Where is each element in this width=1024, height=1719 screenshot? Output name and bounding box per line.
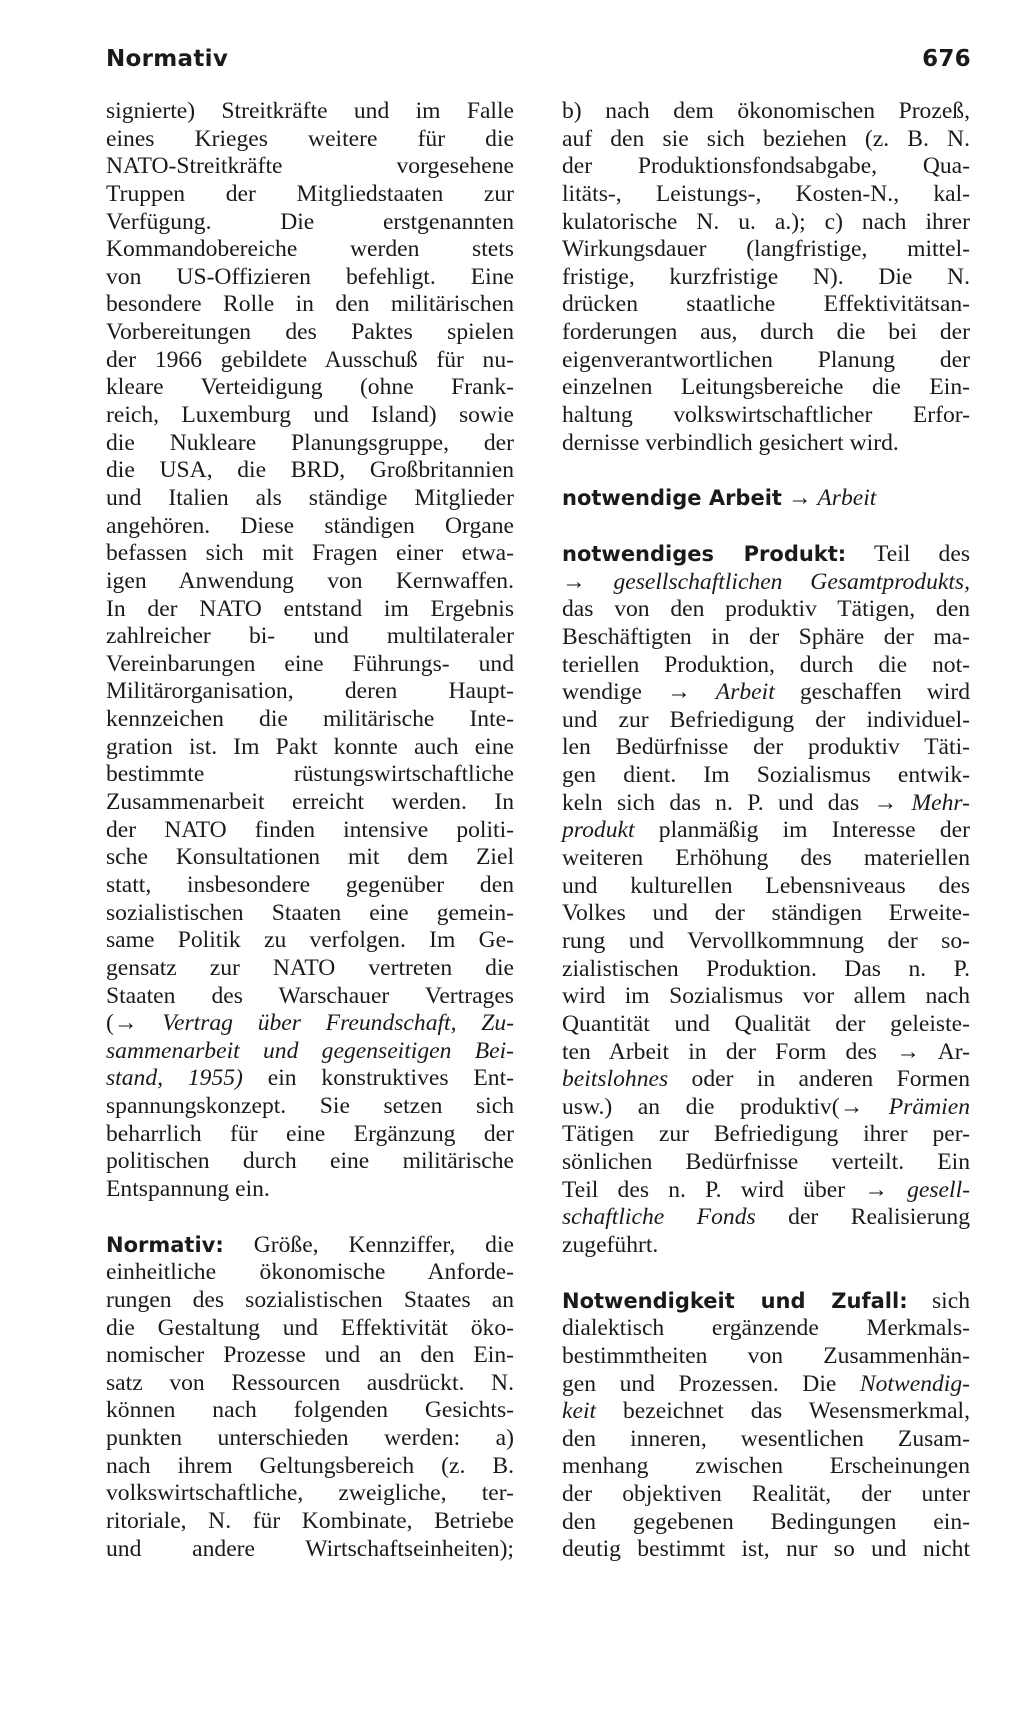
text-line: Vorbereitungen des Paktes spielen xyxy=(106,319,514,346)
text-line: Volkes und der ständigen Erweite- xyxy=(562,900,970,927)
text-line xyxy=(562,1177,970,1205)
text-line xyxy=(562,569,970,597)
cross-reference-arrow-icon: → xyxy=(562,568,614,595)
text-line: können nach folgenden Gesichts- xyxy=(106,1397,514,1424)
text-line: auf den sie sich beziehen (z. B. N. xyxy=(562,125,970,152)
text-line: NATO-Streitkräfte vorgesehene xyxy=(106,153,514,180)
text-line: spannungskonzept. Sie setzen sich xyxy=(106,1093,514,1120)
text-line: sche Konsultationen mit dem Ziel xyxy=(106,844,514,871)
text-line: eines Krieges weitere für die xyxy=(106,125,514,152)
left-column xyxy=(106,98,514,1563)
text-line: Kommandobereiche werden stets xyxy=(106,236,514,263)
running-head-title: Normativ xyxy=(106,46,229,72)
text-line: Tätigen zur Befriedigung ihrer per- xyxy=(562,1121,970,1148)
text-line: zugeführt. xyxy=(562,1231,659,1258)
text-line: sönlichen Bedürfnisse verteilt. Ein xyxy=(562,1149,970,1176)
line-text: gen und Prozessen. Die xyxy=(562,1370,860,1397)
text-line: politischen durch eine militärische xyxy=(106,1148,514,1175)
text-line: und andere Wirtschaftseinheiten); xyxy=(106,1535,514,1562)
text-line: litäts-, Leistungs-, Kosten-N., kal- xyxy=(562,180,970,207)
line-text: ( xyxy=(831,1093,840,1120)
cross-reference-arrow-icon: → xyxy=(839,1093,889,1120)
text-line: Staaten des Warschauer Vertrages xyxy=(106,982,514,1009)
paragraph-gap xyxy=(562,457,970,485)
text-line: same Politik zu verfolgen. Im Ge- xyxy=(106,927,514,954)
text-line: und Italien als ständige Mitglieder xyxy=(106,484,514,511)
text-line: Entspannung ein. xyxy=(106,1175,270,1202)
cross-reference: keit xyxy=(562,1398,597,1425)
line-text: ein konstruktives Ent- xyxy=(242,1065,514,1092)
text-line: einzelnen Leitungsbereiche die Ein- xyxy=(562,374,970,401)
text-line: b) nach dem ökonomischen Prozeß, xyxy=(562,98,970,124)
cross-reference: Prämien xyxy=(888,1093,970,1120)
text-line: In der NATO entstand im Ergebnis xyxy=(106,595,514,622)
cross-reference: stand, 1955) xyxy=(106,1065,243,1092)
text-line: reich, Luxemburg und Island) sowie xyxy=(106,402,514,429)
cross-reference: Notwendig- xyxy=(859,1370,970,1397)
text-line xyxy=(562,1066,970,1094)
text-line: gen dient. Im Sozialismus entwik- xyxy=(562,762,970,789)
text-line: fristige, kurzfristige N). Die N. xyxy=(562,263,970,290)
text-line: volkswirtschaftliche, zweigliche, ter- xyxy=(106,1480,514,1507)
text-line xyxy=(562,1094,970,1122)
text-line: den gegebenen Bedingungen ein- xyxy=(562,1508,970,1535)
text-line: rungen des sozialistischen Staates an xyxy=(106,1286,514,1313)
text-line xyxy=(106,1038,514,1066)
cross-reference-arrow-icon: → xyxy=(873,789,912,816)
text-line: ritoriale, N. für Kombinate, Betriebe xyxy=(106,1508,514,1535)
text-line: Zusammenarbeit erreicht werden. In xyxy=(106,789,514,816)
text-line: gensatz zur NATO vertreten die xyxy=(106,954,514,981)
text-line: Beschäftigten in der Sphäre der ma- xyxy=(562,623,970,650)
line-text: usw.) an die produktiv xyxy=(562,1093,832,1120)
text-line xyxy=(106,1232,514,1260)
cross-reference: Vertrag über Freundschaft, Zu- xyxy=(162,1010,514,1037)
text-line xyxy=(562,817,970,845)
entry-headword: Normativ: xyxy=(106,1232,224,1257)
text-line: signierte) Streitkräfte und im Falle xyxy=(106,98,514,124)
text-line: angehören. Diese ständigen Organe xyxy=(106,512,514,539)
line-text: oder in anderen Formen xyxy=(668,1066,970,1093)
text-line: beharrlich für eine Ergänzung der xyxy=(106,1120,514,1147)
paragraph-gap xyxy=(562,1260,970,1288)
text-line: drücken staatliche Effektivitätsan- xyxy=(562,291,970,318)
text-line: haltung volkswirtschaftlicher Erfor- xyxy=(562,402,970,429)
text-line xyxy=(562,541,970,569)
text-line: nach ihrem Geltungsbereich (z. B. xyxy=(106,1452,514,1479)
text-line: Vereinbarungen eine Führungs- und xyxy=(106,650,514,677)
line-text: keln sich das n. P. und das xyxy=(562,789,874,816)
text-line: der Produktionsfondsabgabe, Qua- xyxy=(562,153,970,180)
text-line: dialektisch ergänzende Merkmals- xyxy=(562,1315,970,1342)
text-line: sozialistischen Staaten eine gemein- xyxy=(106,899,514,926)
text-line: len Bedürfnisse der produktiv Täti- xyxy=(562,734,970,761)
cross-reference-arrow-icon: → xyxy=(787,485,818,512)
text-line: teriellen Produktion, durch die not- xyxy=(562,651,970,678)
text-line: deutig bestimmt ist, nur so und nicht xyxy=(562,1536,970,1563)
text-line: Militärorganisation, deren Haupt- xyxy=(106,678,514,705)
text-line xyxy=(106,1010,514,1038)
cross-reference: Arbeit xyxy=(817,485,877,512)
line-text: wendige xyxy=(562,679,668,706)
text-line: Quantität und Qualität der geleiste- xyxy=(562,1010,970,1037)
text-line: nomischer Prozesse und an den Ein- xyxy=(106,1342,514,1369)
text-line: die Nukleare Planungsgruppe, der xyxy=(106,429,514,456)
text-line: zialistischen Produktion. Das n. P. xyxy=(562,955,970,982)
text-line: von US-Offizieren befehligt. Eine xyxy=(106,263,514,290)
text-line: der objektiven Realität, der unter xyxy=(562,1481,970,1508)
text-line: einheitliche ökonomische Anforde- xyxy=(106,1259,514,1286)
text-line: weiteren Erhöhung des materiellen xyxy=(562,845,970,872)
cross-reference-arrow-icon: → xyxy=(667,679,716,706)
text-line: und kulturellen Lebensniveaus des xyxy=(562,872,970,899)
cross-reference: gesell- xyxy=(907,1176,970,1203)
page-number: 676 xyxy=(922,46,971,72)
text-line: ten Arbeit in der Form des → Ar- xyxy=(562,1038,970,1065)
paragraph-gap xyxy=(106,1204,514,1232)
text-line xyxy=(562,790,970,818)
text-line xyxy=(562,485,970,513)
text-line: Wirkungsdauer (langfristige, mittel- xyxy=(562,236,970,263)
line-text: geschaffen wird xyxy=(774,679,971,706)
text-line xyxy=(562,1288,970,1316)
text-line: die USA, die BRD, Großbritannien xyxy=(106,457,514,484)
cross-reference: sammenarbeit und gegenseitigen Bei- xyxy=(106,1037,514,1064)
text-line xyxy=(562,1398,970,1426)
entry-headword: Notwendigkeit und Zufall: xyxy=(562,1288,908,1313)
text-line xyxy=(562,679,970,707)
text-line: gration ist. Im Pakt konnte auch eine xyxy=(106,733,514,760)
text-line: satz von Ressourcen ausdrückt. N. xyxy=(106,1369,514,1396)
text-line: den inneren, wesentlichen Zusam- xyxy=(562,1425,970,1452)
text-line: bestimmtheiten von Zusammenhän- xyxy=(562,1342,970,1369)
text-line: Verfügung. Die erstgenannten xyxy=(106,208,514,235)
text-line: kennzeichen die militärische Inte- xyxy=(106,706,514,733)
line-text: ( xyxy=(106,1010,114,1037)
right-column xyxy=(562,98,970,1564)
text-line: forderungen aus, durch die bei der xyxy=(562,319,970,346)
text-line: statt, insbesondere gegenüber den xyxy=(106,871,514,898)
line-text: bezeichnet das Wesensmerkmal, xyxy=(596,1398,970,1425)
text-line: der NATO finden intensive politi- xyxy=(106,816,514,843)
text-line: igen Anwendung von Kernwaffen. xyxy=(106,567,514,594)
text-line: bestimmte rüstungswirtschaftliche xyxy=(106,761,514,788)
cross-reference: produkt xyxy=(562,817,635,844)
cross-reference: schaftliche Fonds xyxy=(562,1204,756,1231)
cross-reference: beitslohnes xyxy=(562,1066,669,1093)
text-line: wird im Sozialismus vor allem nach xyxy=(562,983,970,1010)
entry-headword: notwendige Arbeit xyxy=(562,486,782,511)
text-line: Truppen der Mitgliedstaaten zur xyxy=(106,180,514,207)
line-text: planmäßig im Interesse der xyxy=(634,817,970,844)
line-text: Teil des xyxy=(846,540,970,567)
line-text: Größe, Kennziffer, die xyxy=(223,1231,514,1258)
line-text: der Realisierung xyxy=(755,1204,970,1231)
text-line: die Gestaltung und Effektivität öko- xyxy=(106,1314,514,1341)
text-line: und zur Befriedigung der individuel- xyxy=(562,706,970,733)
line-text: Teil des n. P. wird über xyxy=(562,1176,865,1203)
text-line: kleare Verteidigung (ohne Frank- xyxy=(106,374,514,401)
text-line: kulatorische N. u. a.); c) nach ihrer xyxy=(562,208,970,235)
text-line xyxy=(106,1065,514,1093)
text-line: zahlreicher bi- und multilateraler xyxy=(106,623,514,650)
cross-reference-arrow-icon: → xyxy=(864,1176,908,1203)
cross-reference: Arbeit xyxy=(715,679,775,706)
text-line: punkten unterschieden werden: a) xyxy=(106,1425,514,1452)
text-line: rung und Vervollkommnung der so- xyxy=(562,927,970,954)
text-line: besondere Rolle in den militärischen xyxy=(106,291,514,318)
paragraph-gap xyxy=(562,513,970,541)
text-line: eigenverantwortlichen Planung der xyxy=(562,346,970,373)
cross-reference: gesellschaftlichen Gesamtprodukts, xyxy=(613,568,970,595)
cross-reference: Mehr- xyxy=(911,789,970,816)
text-line: der 1966 gebildete Ausschuß für nu- xyxy=(106,346,514,373)
cross-reference-arrow-icon: → xyxy=(113,1010,163,1037)
text-line: das von den produktiv Tätigen, den xyxy=(562,596,970,623)
text-line: dernisse verbindlich gesichert wird. xyxy=(562,429,899,456)
text-line: befassen sich mit Fragen einer etwa- xyxy=(106,540,514,567)
text-line xyxy=(562,1204,970,1232)
entry-headword: notwendiges Produkt: xyxy=(562,541,847,566)
text-line xyxy=(562,1371,970,1399)
line-text: sich xyxy=(907,1287,970,1314)
text-line: menhang zwischen Erscheinungen xyxy=(562,1453,970,1480)
